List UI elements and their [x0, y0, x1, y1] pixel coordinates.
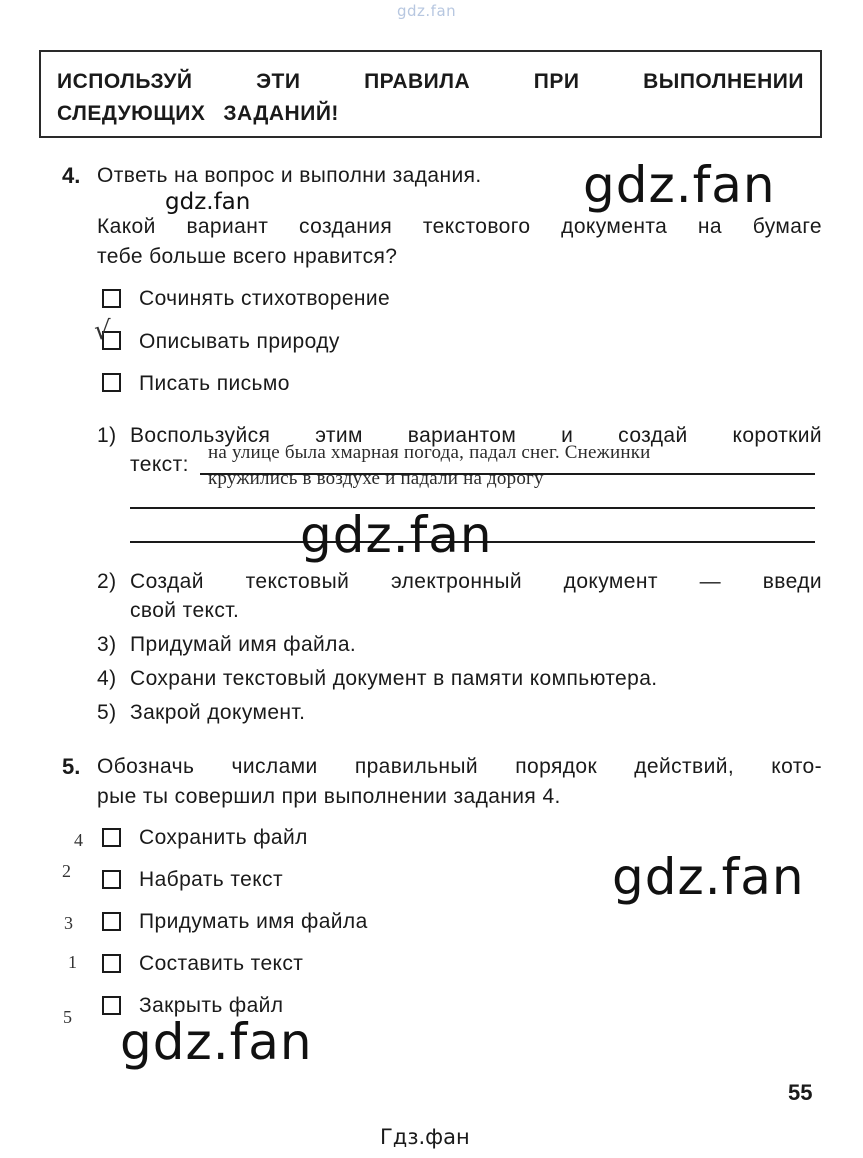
rules-word: ЭТИ: [256, 70, 301, 93]
step-2-line-2: свой текст.: [130, 599, 240, 622]
order-number: 4: [74, 830, 83, 850]
order-item-label: Набрать текст: [139, 868, 283, 891]
order-checkbox[interactable]: [102, 828, 121, 847]
top-watermark: gdz.fan: [397, 2, 457, 20]
option-label-nature: Описывать природу: [139, 330, 340, 353]
rules-word: ИСПОЛЬЗУЙ: [57, 70, 193, 93]
step-1-number: 1): [97, 424, 117, 447]
rules-notice-line-1: [57, 70, 804, 94]
step-4-number: 4): [97, 667, 117, 690]
task-4-title: Ответь на вопрос и выполни задания.: [97, 164, 482, 187]
step-3-number: 3): [97, 633, 117, 656]
step-5-text: Закрой документ.: [130, 701, 306, 724]
watermark: gdz.fan: [583, 156, 776, 214]
task-5-number: 5.: [62, 754, 81, 779]
handwritten-answer-line-2: кружились в воздухе и падали на дорогу: [208, 468, 544, 489]
order-checkbox[interactable]: [102, 870, 121, 889]
rules-notice-line-2: [57, 102, 804, 126]
task-4-question-line-1: [97, 215, 822, 239]
step-1-line-2: текст:: [130, 453, 189, 476]
step-2-number: 2): [97, 570, 117, 593]
order-item-label: Закрыть файл: [139, 994, 284, 1017]
task-5-line-2: рые ты совершил при выполнении задания 4.: [97, 785, 561, 808]
step-2-text: Создай текстовый электронный документ — введи: [130, 570, 822, 593]
option-label-letter: Писать письмо: [139, 372, 290, 395]
task-5-text: Обозначь числами правильный порядок действий, кото-: [97, 755, 822, 778]
rules-word: СЛЕДУЮЩИХ: [57, 102, 206, 125]
rules-notice-box: [39, 50, 822, 138]
handwritten-answer-line-1: на улице была хмарная погода, падал снег. Снежинки: [208, 442, 651, 463]
footer-text: Гдз.фан: [380, 1125, 470, 1149]
question-text: Какой вариант создания текстового документа на бумаге: [97, 215, 822, 238]
order-item-label: Сохранить файл: [139, 826, 308, 849]
watermark: gdz.fan: [300, 506, 493, 564]
step-1-text: Воспользуйся этим вариантом и создай короткий: [130, 424, 822, 447]
step-5-number: 5): [97, 701, 117, 724]
order-checkbox[interactable]: [102, 954, 121, 973]
order-number: 3: [64, 913, 73, 933]
task-4-number: 4.: [62, 163, 81, 188]
page-number: 55: [788, 1080, 813, 1105]
task-5-line-1: [97, 755, 822, 779]
step-2-line-1: [130, 570, 822, 594]
order-number: 2: [62, 861, 71, 881]
order-item-label: Составить текст: [139, 952, 304, 975]
checkmark-icon: √: [94, 316, 111, 346]
rules-word: ПРАВИЛА: [364, 70, 471, 93]
option-checkbox-letter[interactable]: [102, 373, 121, 392]
rules-word: ЗАДАНИЙ!: [223, 102, 339, 125]
task-4-question-line-2: тебе больше всего нравится?: [97, 245, 398, 268]
rules-word: ПРИ: [533, 70, 580, 93]
watermark: gdz.fan: [120, 1013, 313, 1071]
step-3-text: Придумай имя файла.: [130, 633, 357, 656]
option-label-poem: Сочинять стихотворение: [139, 287, 391, 310]
order-number: 1: [68, 952, 77, 972]
watermark: gdz.fan: [612, 848, 805, 906]
order-item-label: Придумать имя файла: [139, 910, 368, 933]
order-checkbox[interactable]: [102, 996, 121, 1015]
order-checkbox[interactable]: [102, 912, 121, 931]
option-checkbox-poem[interactable]: [102, 289, 121, 308]
watermark-small: gdz.fan: [165, 189, 251, 215]
order-number: 5: [63, 1007, 72, 1027]
step-4-text: Сохрани текстовый документ в памяти компьютера.: [130, 667, 658, 690]
rules-word: ВЫПОЛНЕНИИ: [643, 70, 804, 93]
